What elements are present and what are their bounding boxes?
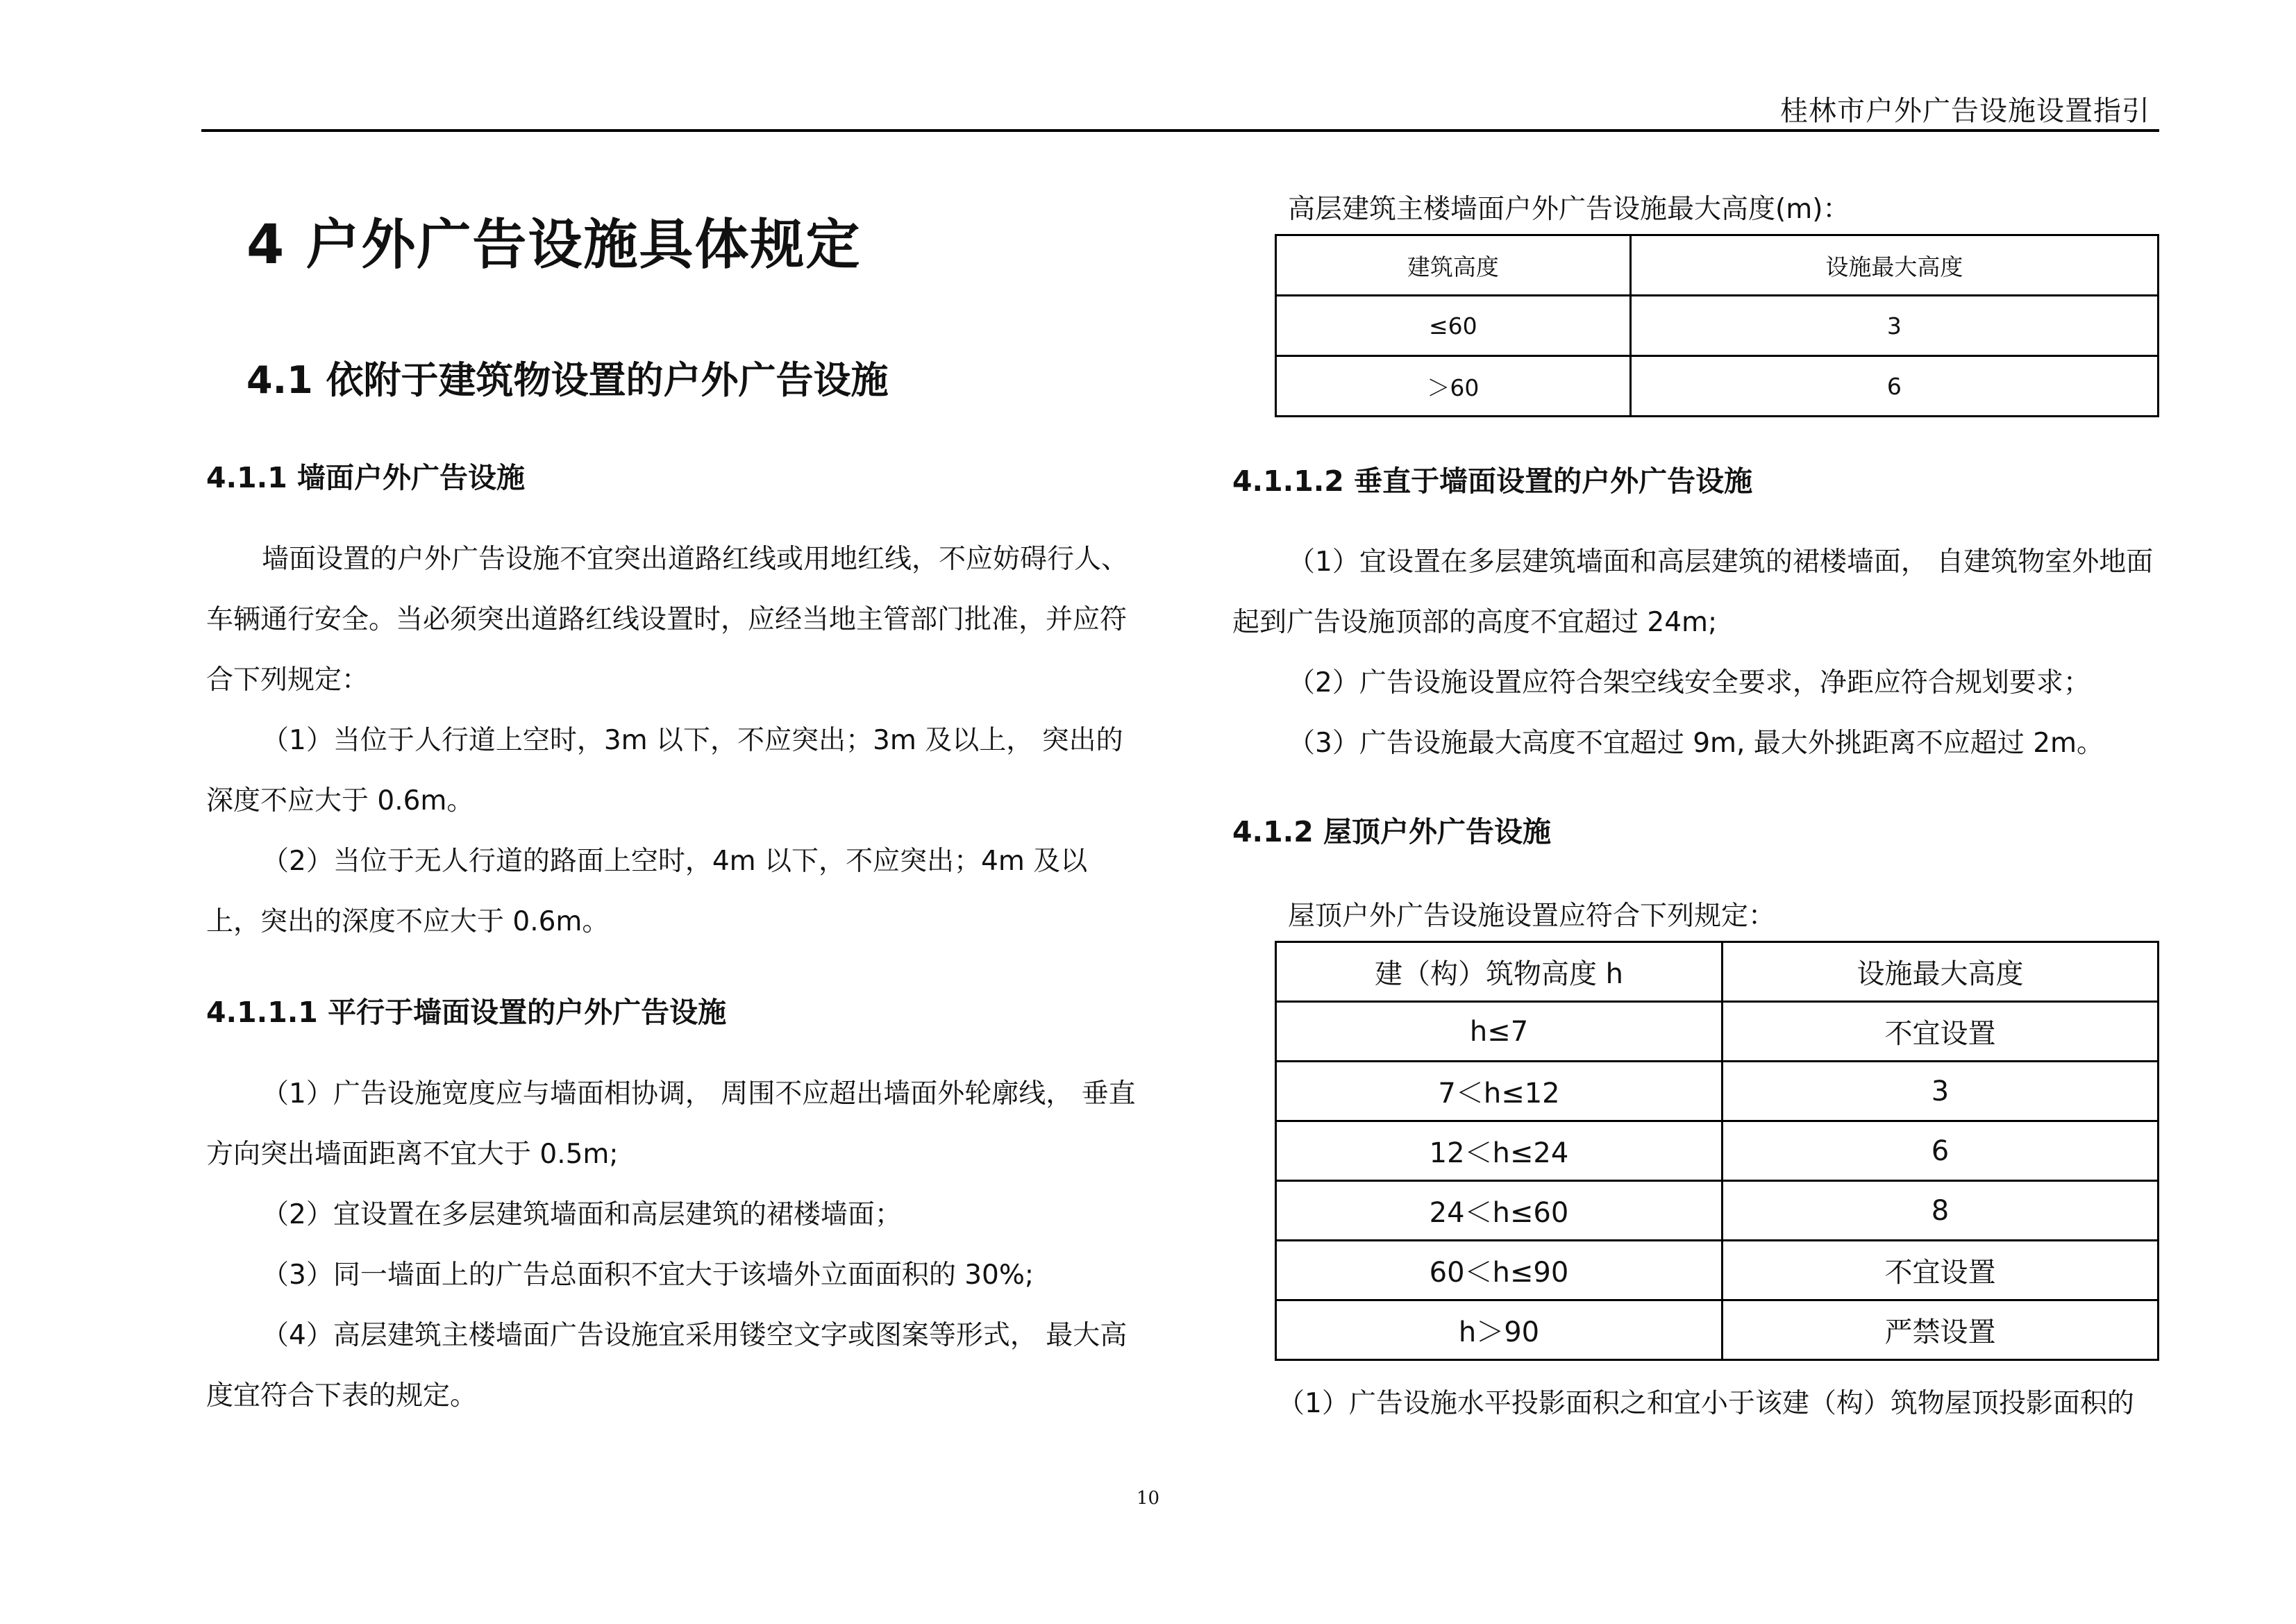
- page-number: 10: [1136, 1488, 1160, 1509]
- subsection-4-1-1-item-2: （2）当位于无人行道的路面上空时，4m 以下，不应突出；4m 及以上，突出的深度不应大于 0.6m。: [206, 846, 1088, 937]
- table-row: [1276, 1181, 2159, 1241]
- subsection-4-1-1-2-item-3: （3）广告设施最大高度不宜超过 9m, 最大外挑距离不应超过 2m。: [1288, 728, 2104, 759]
- table-header-row: [1276, 942, 2159, 1002]
- table-row: [1276, 1300, 2159, 1360]
- table-cell: 8: [1723, 1181, 2159, 1241]
- table-cell: 6: [1630, 356, 2158, 417]
- table-cell: 7＜h≤12: [1276, 1062, 1723, 1121]
- table-cell: 6: [1723, 1121, 2159, 1181]
- table-row: [1276, 296, 2159, 356]
- table-rooftop-max-height: [1275, 941, 2159, 1361]
- subsection-4-1-1-item-1: （1）当位于人行道上空时，3m 以下，不应突出；3m 及以上， 突出的深度不应大于 0.6m。: [206, 725, 1123, 817]
- table-cell: 12＜h≤24: [1276, 1121, 1723, 1181]
- table-highrise-max-height: [1275, 234, 2159, 417]
- table-cell: ≤60: [1276, 296, 1631, 356]
- subsection-4-1-1-1-item-3: （3）同一墙面上的广告总面积不宜大于该墙外立面面积的 30%;: [262, 1259, 1034, 1291]
- subsection-4-1-1-1-title: 4.1.1.1 平行于墙面设置的户外广告设施: [206, 996, 727, 1029]
- subsection-4-1-1-2-title: 4.1.1.2 垂直于墙面设置的户外广告设施: [1232, 464, 1753, 498]
- table-cell: h＞90: [1276, 1300, 1723, 1360]
- table-cell: 3: [1723, 1062, 2159, 1121]
- subsection-4-1-2-intro: 屋顶户外广告设施设置应符合下列规定：: [1288, 901, 1776, 932]
- table-row: [1276, 1002, 2159, 1062]
- subsection-4-1-1-title: 4.1.1 墙面户外广告设施: [206, 461, 526, 494]
- document-header-title: 桂林市户外广告设施设置指引: [1780, 95, 2150, 127]
- table-cell: 24＜h≤60: [1276, 1181, 1723, 1241]
- table-cell: 3: [1630, 296, 2158, 356]
- table-row: [1276, 356, 2159, 417]
- subsection-4-1-1-2-item-1: （1）宜设置在多层建筑墙面和高层建筑的裙楼墙面， 自建筑物室外地面起到广告设施顶部的高度不宜超过 24m;: [1232, 546, 2154, 638]
- table-header-cell: 设施最大高度: [1723, 942, 2159, 1002]
- table-header-cell: 设施最大高度: [1630, 235, 2158, 296]
- table-cell: ＞60: [1276, 356, 1631, 417]
- section-title: 4.1 依附于建筑物设置的户外广告设施: [246, 358, 889, 402]
- rooftop-item-1: （1）广告设施水平投影面积之和宜小于该建（构）筑物屋顶投影面积的: [1277, 1388, 2134, 1419]
- table-cell: 严禁设置: [1723, 1300, 2159, 1360]
- table-cell: h≤7: [1276, 1002, 1723, 1062]
- table-1-caption: 高层建筑主楼墙面户外广告设施最大高度(m)：: [1288, 194, 1850, 225]
- table-cell: 不宜设置: [1723, 1002, 2159, 1062]
- chapter-title: 4 户外广告设施具体规定: [246, 214, 862, 276]
- table-header-row: [1276, 235, 2159, 296]
- subsection-4-1-1-1-item-4: （4）高层建筑主楼墙面广告设施宜采用镂空文字或图案等形式， 最大高度宜符合下表的规定。: [206, 1320, 1128, 1412]
- subsection-4-1-1-1-item-2: （2）宜设置在多层建筑墙面和高层建筑的裙楼墙面；: [262, 1199, 902, 1230]
- table-cell: 60＜h≤90: [1276, 1241, 1723, 1300]
- table-row: [1276, 1241, 2159, 1300]
- subsection-4-1-2-title: 4.1.2 屋顶户外广告设施: [1232, 815, 1552, 848]
- table-row: [1276, 1121, 2159, 1181]
- subsection-4-1-1-1-item-1: （1）广告设施宽度应与墙面相协调， 周围不应超出墙面外轮廓线， 垂直方向突出墙面距离不宜大于 0.5m;: [206, 1078, 1136, 1170]
- table-header-cell: 建筑高度: [1276, 235, 1631, 296]
- subsection-4-1-1-2-item-2: （2）广告设施设置应符合架空线安全要求，净距应符合规划要求；: [1288, 667, 2090, 698]
- table-row: [1276, 1062, 2159, 1121]
- subsection-4-1-1-intro: 墙面设置的户外广告设施不宜突出道路红线或用地红线，不应妨碍行人、车辆通行安全。当必须突出道路红线设置时，应经当地主管部门批准，并应符合下列规定：: [206, 544, 1129, 696]
- table-header-cell: 建（构）筑物高度 h: [1276, 942, 1723, 1002]
- header-divider: [201, 129, 2159, 132]
- table-cell: 不宜设置: [1723, 1241, 2159, 1300]
